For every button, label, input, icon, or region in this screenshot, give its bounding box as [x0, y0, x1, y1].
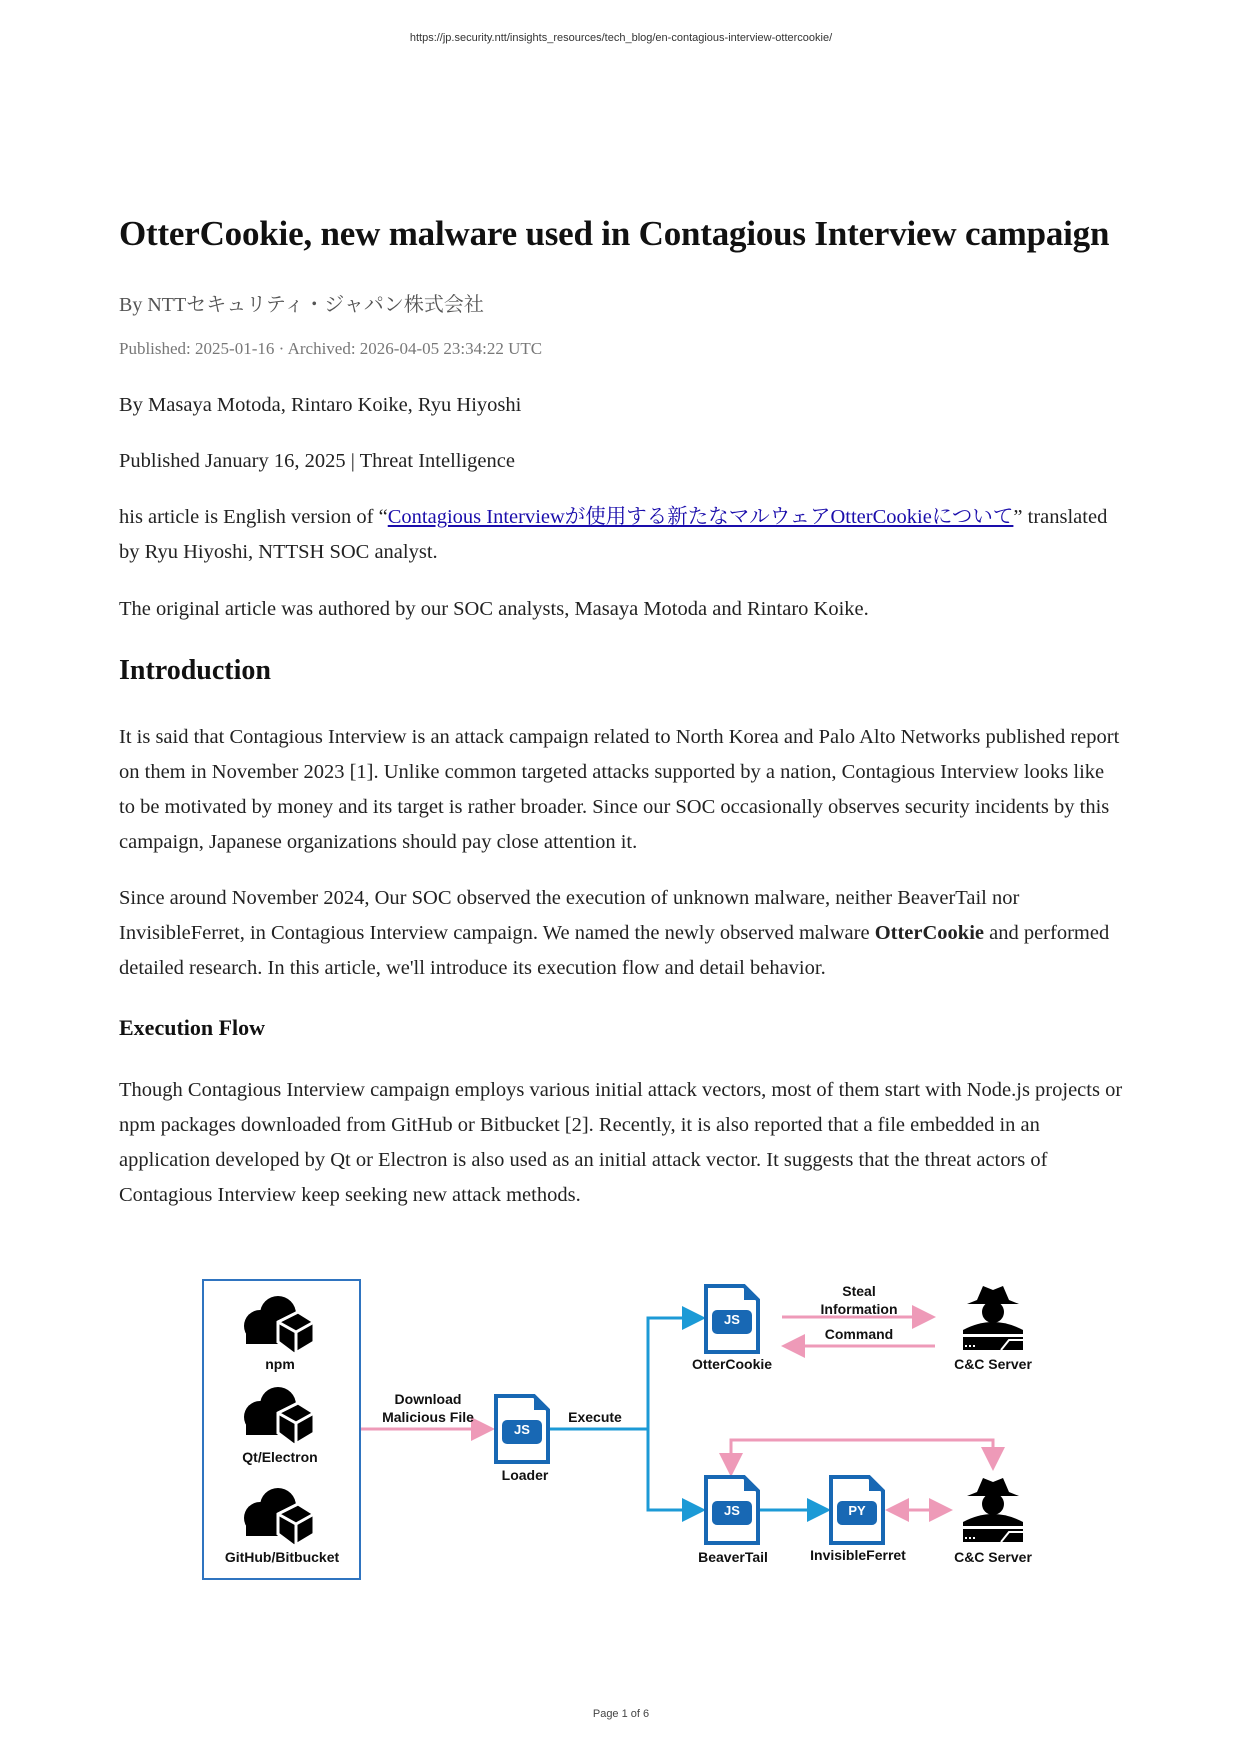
- execution-flow-heading: Execution Flow: [119, 1015, 266, 1040]
- page-number: Page 1 of 6: [592, 1708, 650, 1720]
- para-text: Since around November 2024, Our SOC observed the execution of unknown malware, neither BeaverTail nor InvisibleFerret, in Contagious Interview campaign. We named the newly observed malware: [119, 887, 1020, 944]
- github-bitbucket-cloud-icon: [244, 1488, 314, 1546]
- command-label: Command: [824, 1326, 894, 1342]
- invisibleferret-py-tag: PY: [848, 1503, 866, 1518]
- cc-loop-arrow: [731, 1440, 993, 1474]
- cc-server-label-bottom: C&C Server: [954, 1549, 1032, 1565]
- steal-label-1: Steal: [842, 1283, 876, 1299]
- intro-paragraph-2: [119, 881, 1124, 986]
- loader-label: Loader: [501, 1467, 549, 1483]
- loader-js-tag: JS: [514, 1422, 530, 1437]
- steal-label-2: Information: [820, 1301, 898, 1317]
- published-meta: Published: 2025-01-16 · Archived: 2026-04-05 23:34:22 UTC: [119, 339, 543, 358]
- execution-flow-paragraph: Though Contagious Interview campaign employs various initial attack vectors, most of them start with Node.js projects or npm packages downloaded from GitHub or Bitbucket [2]. Recently, it is also reported that a file embedded in an application developed by Qt or Electron is also used as an initial attack vector. It suggests that the threat actors of Contagious Interview keep seeking new attack methods.: [119, 1079, 1123, 1206]
- source-npm: npm: [265, 1356, 295, 1372]
- ottercookie-label: OtterCookie: [691, 1356, 773, 1372]
- source-github-bitbucket: GitHub/Bitbucket: [224, 1549, 340, 1565]
- original-note: The original article was authored by our SOC analysts, Masaya Motoda and Rintaro Koike.: [119, 598, 869, 620]
- published-line: Published January 16, 2025 | Threat Intelligence: [119, 450, 515, 472]
- ottercookie-js-tag: JS: [724, 1312, 740, 1327]
- execute-label: Execute: [568, 1409, 622, 1425]
- intro-note-text-after: ” translated by Ryu Hiyoshi, NTTSH SOC analyst.: [119, 506, 1108, 563]
- download-label-1: Download: [394, 1391, 462, 1407]
- source-qt-electron: Qt/Electron: [242, 1449, 318, 1465]
- npm-cloud-icon: [244, 1296, 314, 1354]
- introduction-heading: Introduction: [119, 655, 271, 686]
- intro-paragraph-1: It is said that Contagious Interview is an attack campaign related to North Korea and Palo Alto Networks published report on them in November 2023 [1]. Unlike common targeted attacks supported by a nation, Contagious Interview looks like to be motivated by money and its target is rather broader. Since our SOC occasionally observes security incidents by this campaign, Japanese organizations should pay close attention it.: [119, 726, 1120, 853]
- beavertail-label: BeaverTail: [698, 1549, 768, 1565]
- download-label-2: Malicious File: [382, 1409, 474, 1425]
- beavertail-js-tag: JS: [724, 1503, 740, 1518]
- ottercookie-bold: OtterCookie: [874, 922, 984, 944]
- execute-branch-top: [648, 1318, 703, 1429]
- byline: By NTTセキュリティ・ジャパン株式会社: [119, 294, 484, 316]
- para-text-after: and performed detailed research. In this article, we'll introduce its execution flow and detail behavior.: [119, 922, 1110, 979]
- page-url: https://jp.security.ntt/insights_resources/tech_blog/en-contagious-interview-ottercookie/: [409, 32, 833, 44]
- cc-server-label-top: C&C Server: [954, 1356, 1032, 1372]
- execution-flow-diagram: [0, 1270, 1242, 1590]
- intro-note: [119, 500, 1124, 570]
- original-article-link[interactable]: Contagious Interviewが使用する新たなマルウェアOtterCookieについて: [387, 506, 1014, 528]
- page-title: OtterCookie, new malware used in Contagious Interview campaign: [119, 214, 1110, 253]
- execute-branch-bottom: [648, 1429, 703, 1510]
- cc-server-hacker-icon-2: [961, 1478, 1025, 1542]
- qt-electron-cloud-icon: [244, 1387, 314, 1445]
- authors: By Masaya Motoda, Rintaro Koike, Ryu Hiyoshi: [119, 394, 522, 416]
- invisibleferret-label: InvisibleFerret: [810, 1547, 906, 1563]
- cc-server-hacker-icon: [961, 1286, 1025, 1350]
- intro-note-text: his article is English version of “: [119, 506, 388, 528]
